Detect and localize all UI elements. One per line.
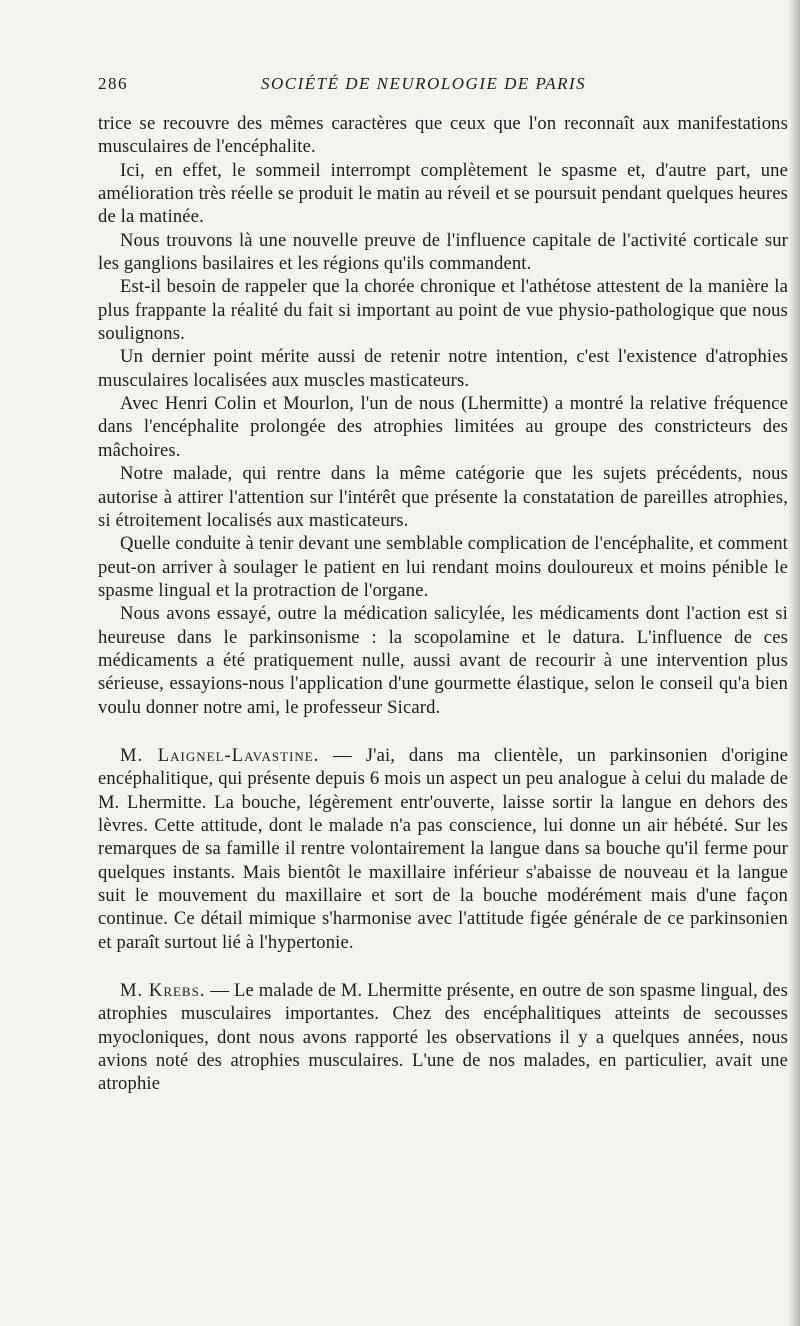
speaker-name: M. Krebs. <box>120 980 206 1002</box>
paragraph: Notre malade, qui rentre dans la même catégorie que les sujets précédents, nous autorise à attirer l'attention sur l'intérêt que présente la constatation de pareilles atrophies, si étroitement localisés aux masticateurs. <box>98 463 788 531</box>
paragraph-continuation: trice se recouvre des mêmes caractères que ceux que l'on reconnaît aux manifestations musculaires de l'encéphalite. <box>98 113 788 158</box>
paragraph: Nous avons essayé, outre la médication salicylée, les médicaments dont l'action est si heureuse dans le parkinsonisme : la scopolamine et le datura. L'influence de ces médicaments a été pratiquement nulle, aussi avant de recourir à une intervention plus sérieuse, essayions-nous l'application d'une gourmette élastique, selon le conseil qu'a bien voulu donner notre ami, le professeur Sicard. <box>98 603 788 718</box>
paragraph: Nous trouvons là une nouvelle preuve de l'influence capitale de l'activité corticale sur les ganglions basilaires et les régions qu'ils commandent. <box>98 229 788 275</box>
paragraph: Avec Henri Colin et Mourlon, l'un de nous (Lhermitte) a montré la relative fréquence dans l'encéphalite prolongée des atrophies limitées au groupe des constricteurs des mâchoires. <box>98 393 788 461</box>
paragraph: Un dernier point mérite aussi de retenir notre intention, c'est l'existence d'atrophies musculaires localisées aux muscles masticateurs. <box>98 346 788 391</box>
discussion-laignel-lavastine <box>98 744 788 954</box>
speaker-name: M. Laignel-Lavastine. <box>120 744 320 766</box>
page-header <box>98 74 788 98</box>
running-title: SOCIÉTÉ DE NEUROLOGIE DE PARIS <box>261 74 587 93</box>
body-text <box>98 112 788 1096</box>
discussion-text: — Le malade de M. Lhermitte présente, en outre de son spasme lingual, des atrophies musculaires importantes. Chez des encéphalitiques atteints de secousses myocloniques, dont nous avons rapporté les observations il y a quelques années, nous avions noté des atrophies musculaires. L'une de nos malades, en particulier, avait une atrophie <box>98 980 788 1095</box>
page-edge-shadow <box>788 0 800 1326</box>
page-number: 286 <box>98 74 128 93</box>
discussion-text: — J'ai, dans ma clientèle, un parkinsonien d'origine encéphalitique, qui présente depuis 6 mois un aspect un peu analogue à celui du malade de M. Lhermitte. La bouche, légèrement entr'ouverte, laisse sortir la langue en dehors des lèvres. Cette attitude, dont le malade n'a pas conscience, lui donne un air hébété. Sur les remarques de sa famille il rentre volontairement la langue dans sa bouche qu'il ferme pour quelques instants. Mais bientôt le maxillaire inférieur s'abaisse de nouveau et la langue suit le mouvement du maxillaire et sort de la bouche modérément mais d'une façon continue. Ce détail mimique s'harmonise avec l'attitude figée générale de ce parkinsonien et paraît surtout lié à l'hypertonie. <box>98 744 788 953</box>
paragraph: Quelle conduite à tenir devant une semblable complication de l'encéphalite, et comment peut-on arriver à soulager le patient en lui rendant moins douloureux et moins pénible le spasme lingual et la protraction de l'organe. <box>98 533 788 601</box>
paragraph: Est-il besoin de rappeler que la chorée chronique et l'athétose attestent de la manière la plus frappante la réalité du fait si important au point de vue physio-pathologique que nous soulignons. <box>98 276 788 345</box>
paragraph: Ici, en effet, le sommeil interrompt complètement le spasme et, d'autre part, une amélioration très réelle se produit le matin au réveil et se poursuit pendant quelques heures de la matinée. <box>98 159 788 228</box>
discussion-krebs <box>98 979 788 1096</box>
